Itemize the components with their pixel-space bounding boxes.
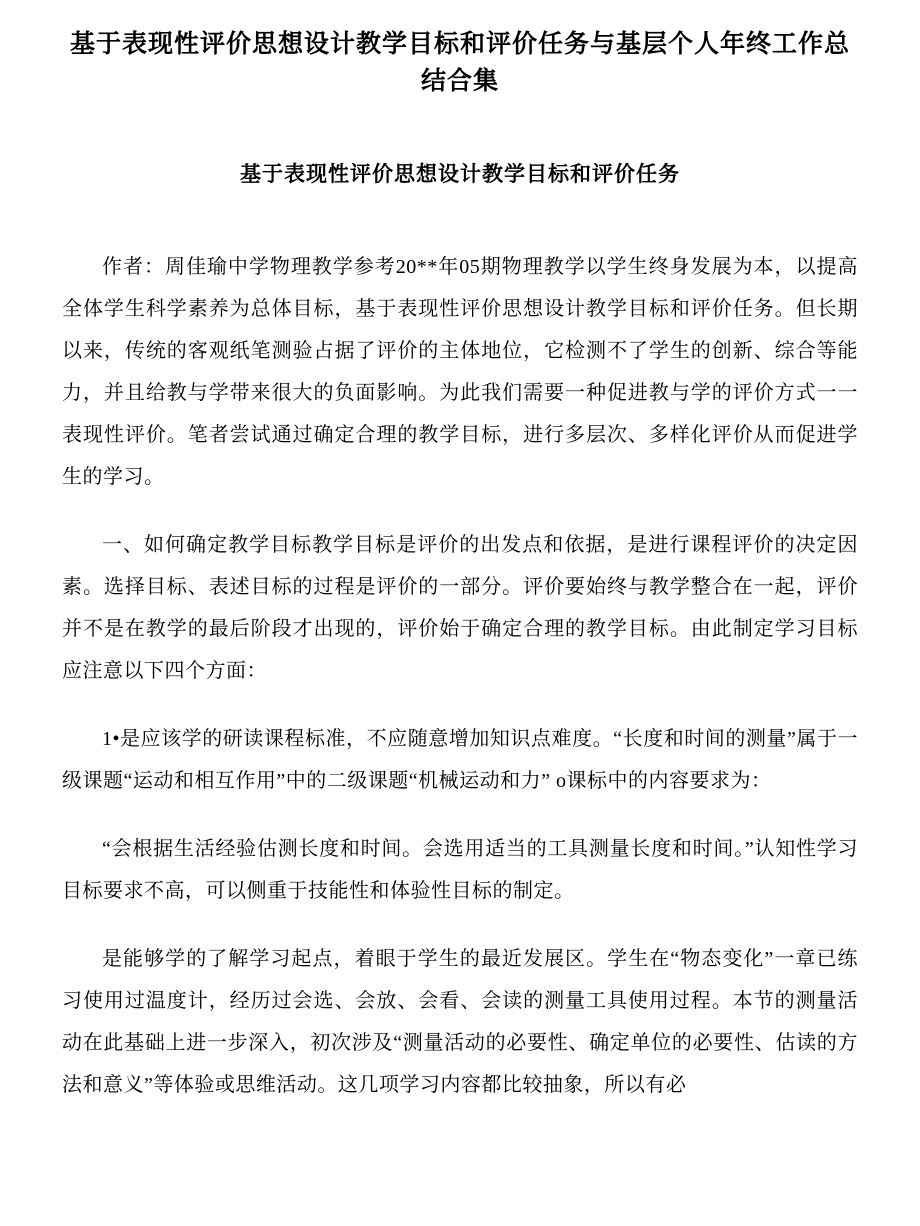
- paragraph-point-one: 1•是应该学的研读课程标准，不应随意增加知识点难度。“长度和时间的测量”属于一级课题“运动和相互作用”中的二级课题“机械运动和力” o课标中的内容要求为：: [62, 728, 858, 792]
- paragraph-learning-start: 是能够学的了解学习起点，着眼于学生的最近发展区。学生在“物态变化”一章已练习使用过温度计，经历过会选、会放、会看、会读的测量工具使用过程。本节的测量活动在此基础上进一步深入，初次涉及“测量活动的必要性、确定单位的必要性、估读的方法和意义”等体验或思维活动。这几项学习内容都比较抽象，所以有必: [62, 948, 858, 1096]
- paragraph-section-one: 一、如何确定教学目标教学目标是评价的出发点和依据，是进行课程评价的决定因素。选择目标、表述目标的过程是评价的一部分。评价要始终与教学整合在一起，评价并不是在教学的最后阶段才出现的，评价始于确定合理的教学目标。由此制定学习目标应注意以下四个方面：: [62, 534, 858, 682]
- paragraph-author-intro: 作者：周佳瑜中学物理教学参考20**年05期物理教学以学生终身发展为本，以提高全体学生科学素养为总体目标，基于表现性评价思想设计教学目标和评价任务。但长期以来，传统的客观纸笔测验占据了评价的主体地位，它检测不了学生的创新、综合等能力，并且给教与学带来很大的负面影响。为此我们需要一种促进教与学的评价方式一一表现性评价。笔者尝试通过确定合理的教学目标，进行多层次、多样化评价从而促进学生的学习。: [62, 256, 858, 488]
- section-heading: 基于表现性评价思想设计教学目标和评价任务: [240, 163, 680, 186]
- document-body: [62, 246, 858, 1106]
- paragraph-quote-standard: “会根据生活经验估测长度和时间。会选用适当的工具测量长度和时间。”认知性学习目标要求不高，可以侧重于技能性和体验性目标的制定。: [62, 838, 858, 902]
- document-title: 基于表现性评价思想设计教学目标和评价任务与基层个人年终工作总结合集: [69, 30, 850, 95]
